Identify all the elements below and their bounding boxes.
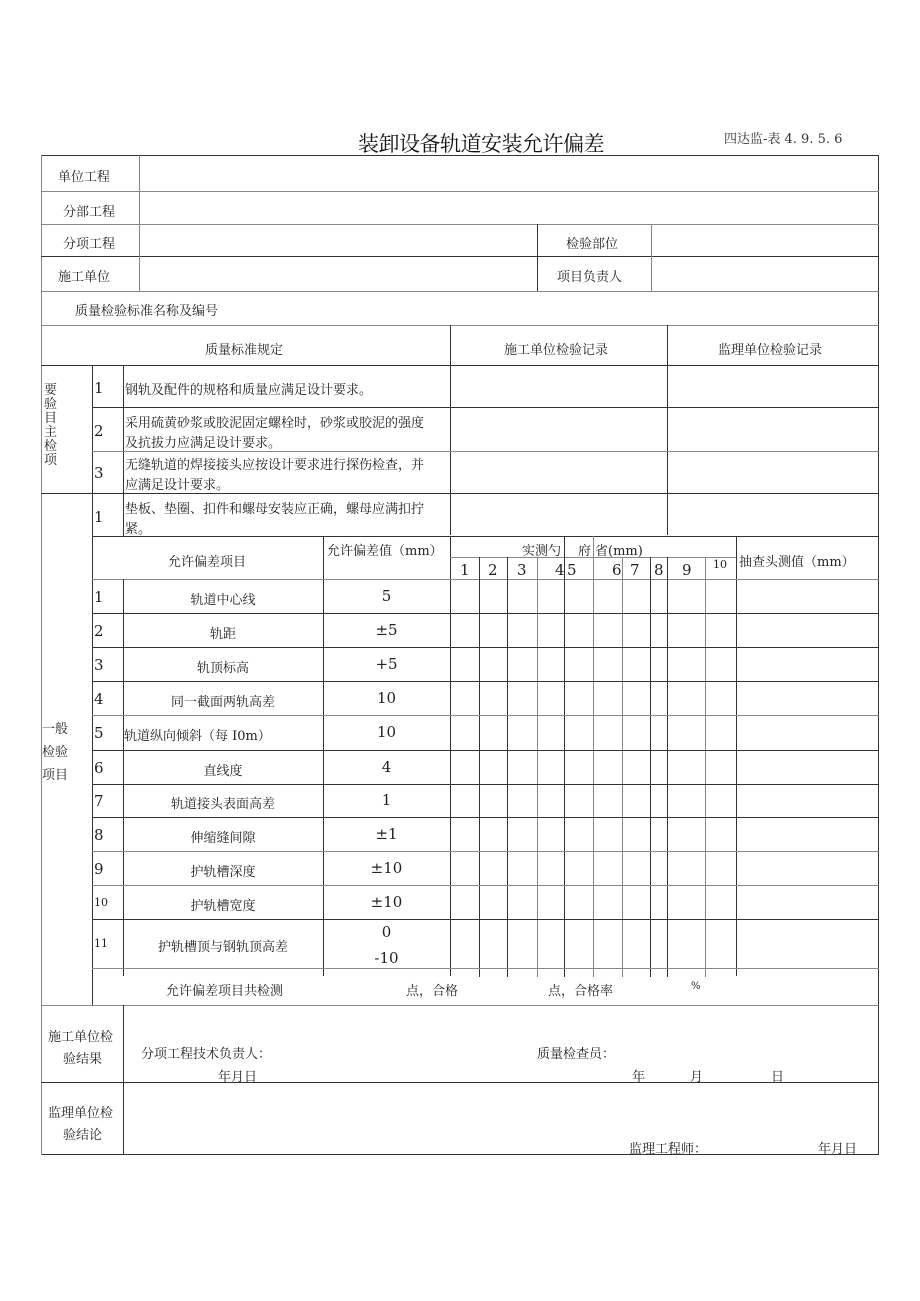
main-item-text: 及抗拔力应满足设计要求。 xyxy=(125,436,282,451)
divider xyxy=(651,224,652,291)
general-items-label: 项目 xyxy=(42,768,69,783)
form-code: 四达监-表 4. 9. 5. 6 xyxy=(724,132,843,147)
row-no: 10 xyxy=(94,896,108,909)
table-border-bottom xyxy=(41,1154,879,1155)
main-item-text: 应满足设计要求。 xyxy=(125,478,230,493)
point-header: 2 xyxy=(488,561,498,579)
general-item-text: 紧。 xyxy=(125,522,152,537)
measured-header: 实测勺 xyxy=(522,544,562,559)
row-value: 4 xyxy=(381,758,392,776)
row-value: 0 xyxy=(381,923,392,941)
row-item: 护轨槽深度 xyxy=(190,865,256,880)
general-item-no: 1 xyxy=(94,508,104,526)
row-item: 轨道中心线 xyxy=(190,593,256,608)
divider xyxy=(123,1005,124,1155)
divider xyxy=(92,968,879,969)
project-manager-label: 项目负责人 xyxy=(557,270,623,285)
divider xyxy=(507,557,508,977)
constructor-result-label: 施工单位检 xyxy=(48,1030,114,1045)
divider xyxy=(564,557,565,977)
supervisor-conclusion-label: 监理单位检 xyxy=(48,1106,114,1121)
divider xyxy=(92,647,879,648)
row-value: 5 xyxy=(381,587,392,605)
unit-project-label: 单位工程 xyxy=(58,170,111,185)
divider xyxy=(92,407,879,408)
divider xyxy=(667,557,668,977)
point-header: 1 xyxy=(460,561,470,579)
divider xyxy=(564,536,565,558)
divider xyxy=(123,493,124,537)
row-value: 10 xyxy=(376,723,397,741)
row-no: 1 xyxy=(94,588,104,606)
row-value: 10 xyxy=(376,689,397,707)
row-no: 9 xyxy=(94,860,104,878)
row-value: ±1 xyxy=(375,825,398,843)
row-item: 护轨槽顶与钢轨顶高差 xyxy=(157,940,288,955)
engineer-date: 年月日 xyxy=(818,1142,858,1157)
divider xyxy=(650,557,651,977)
row-item: 伸缩缝间隙 xyxy=(190,831,256,846)
row-no: 3 xyxy=(94,656,104,674)
divider xyxy=(41,291,879,292)
row-no: 8 xyxy=(94,826,104,844)
divider xyxy=(41,493,879,494)
general-items-label: 一般 xyxy=(42,722,69,737)
tech-lead-label: 分项工程技术负责人： xyxy=(141,1047,272,1062)
main-item-text: 无缝轨道的焊接接头应按设计要求进行探伤检查，并 xyxy=(125,458,425,473)
inspector-date-day: 日 xyxy=(771,1070,785,1085)
item-project-label: 分项工程 xyxy=(63,237,116,252)
row-item: 轨道接头表面高差 xyxy=(170,797,275,812)
measured-header: 府 xyxy=(578,544,592,559)
row-value: ±5 xyxy=(375,621,398,639)
point-header: 8 xyxy=(654,561,664,579)
row-value: ±10 xyxy=(370,859,403,877)
sub-project-label: 分部工程 xyxy=(63,205,116,220)
row-no: 4 xyxy=(94,690,104,708)
divider xyxy=(92,365,93,1005)
main-item-no: 2 xyxy=(94,422,104,440)
divider xyxy=(622,557,623,977)
divider xyxy=(92,613,879,614)
inspector-date-month: 月 xyxy=(690,1070,704,1085)
summary-percent: % xyxy=(691,981,701,992)
divider xyxy=(450,536,451,976)
row-value: ±10 xyxy=(370,893,403,911)
divider xyxy=(479,557,480,977)
row-no: 11 xyxy=(94,937,108,950)
point-header: 7 xyxy=(630,561,640,579)
main-items-group-label: 要验目主检项 xyxy=(44,383,58,468)
divider xyxy=(92,885,879,886)
main-item-text: 采用硫黄砂浆或胶泥固定螺栓时，砂浆或胶泥的强度 xyxy=(125,416,425,431)
standard-name-label: 质量检验标准名称及编号 xyxy=(75,304,219,319)
divider xyxy=(736,536,737,976)
divider xyxy=(705,557,706,977)
divider xyxy=(92,784,879,785)
divider xyxy=(41,1082,879,1083)
supervisor-conclusion-label: 验结论 xyxy=(63,1128,103,1143)
row-item: 护轨槽宽度 xyxy=(190,899,256,914)
inspector-label: 质量检查员： xyxy=(537,1047,616,1062)
measured-header: 省(mm) xyxy=(595,544,643,559)
point-header: 10 xyxy=(713,558,727,571)
inspection-location-label: 检验部位 xyxy=(566,237,619,252)
divider xyxy=(593,536,594,558)
divider xyxy=(41,256,879,257)
divider xyxy=(92,536,879,537)
divider xyxy=(92,817,879,818)
point-header: 3 xyxy=(517,561,527,579)
row-value: 1 xyxy=(381,791,392,809)
main-item-text: 钢轨及配件的规格和质量应满足设计要求。 xyxy=(125,383,373,398)
divider xyxy=(450,325,451,535)
divider xyxy=(92,851,879,852)
divider xyxy=(92,750,879,751)
row-no: 5 xyxy=(94,724,104,742)
row-item: 同一截面两轨高差 xyxy=(170,695,275,710)
spot-check-header: 抽查头测值（mm） xyxy=(739,555,855,570)
row-item: 轨距 xyxy=(209,627,236,642)
divider xyxy=(92,715,879,716)
summary-points: 点，合格 xyxy=(406,984,459,999)
divider xyxy=(41,191,879,192)
constructor-result-label: 验结果 xyxy=(63,1052,103,1067)
divider xyxy=(92,451,879,452)
main-item-no: 3 xyxy=(94,464,104,482)
divider xyxy=(41,325,879,326)
row-no: 7 xyxy=(94,792,104,810)
constructor-record-header: 施工单位检验记录 xyxy=(504,343,609,358)
divider xyxy=(537,557,538,977)
row-no: 2 xyxy=(94,622,104,640)
point-header: 5 xyxy=(567,561,577,579)
divider xyxy=(92,681,879,682)
divider xyxy=(92,579,879,580)
point-header: 9 xyxy=(682,561,692,579)
supervisor-record-header: 监理单位检验记录 xyxy=(718,343,823,358)
tech-lead-date: 年月日 xyxy=(218,1070,258,1085)
row-no: 6 xyxy=(94,759,104,777)
row-item: 直线度 xyxy=(203,764,243,779)
form-title: 装卸设备轨道安装允许偏差 xyxy=(358,132,604,156)
summary-label: 允许偏差项目共检测 xyxy=(166,984,284,999)
summary-pass-points: 点，合格率 xyxy=(548,984,614,999)
deviation-item-header: 允许偏差项目 xyxy=(168,555,247,570)
general-item-text: 垫板、垫圈、扣件和螺母安装应正确，螺母应满扣拧 xyxy=(125,502,425,517)
divider xyxy=(92,919,879,920)
standard-column-header: 质量标准规定 xyxy=(205,343,284,358)
table-border-top xyxy=(41,155,879,156)
inspector-date-year: 年 xyxy=(632,1070,646,1085)
row-value: -10 xyxy=(374,949,399,967)
divider xyxy=(41,365,879,366)
divider xyxy=(139,155,140,291)
divider xyxy=(41,1005,879,1006)
row-value: +5 xyxy=(375,655,398,673)
divider xyxy=(593,557,594,977)
divider xyxy=(537,224,538,291)
divider xyxy=(667,325,668,535)
point-header: 6 xyxy=(612,561,622,579)
tolerance-header: 允许偏差值（mm） xyxy=(327,544,443,559)
point-header: 4 xyxy=(555,561,565,579)
row-item: 轨顶标高 xyxy=(196,661,249,676)
row-item: 轨道纵向倾斜（每 I0m） xyxy=(124,729,271,744)
construction-unit-label: 施工单位 xyxy=(58,270,111,285)
main-item-no: 1 xyxy=(94,379,104,397)
engineer-label: 监理工程师： xyxy=(629,1142,708,1157)
divider xyxy=(41,224,879,225)
general-items-label: 检验 xyxy=(42,745,69,760)
